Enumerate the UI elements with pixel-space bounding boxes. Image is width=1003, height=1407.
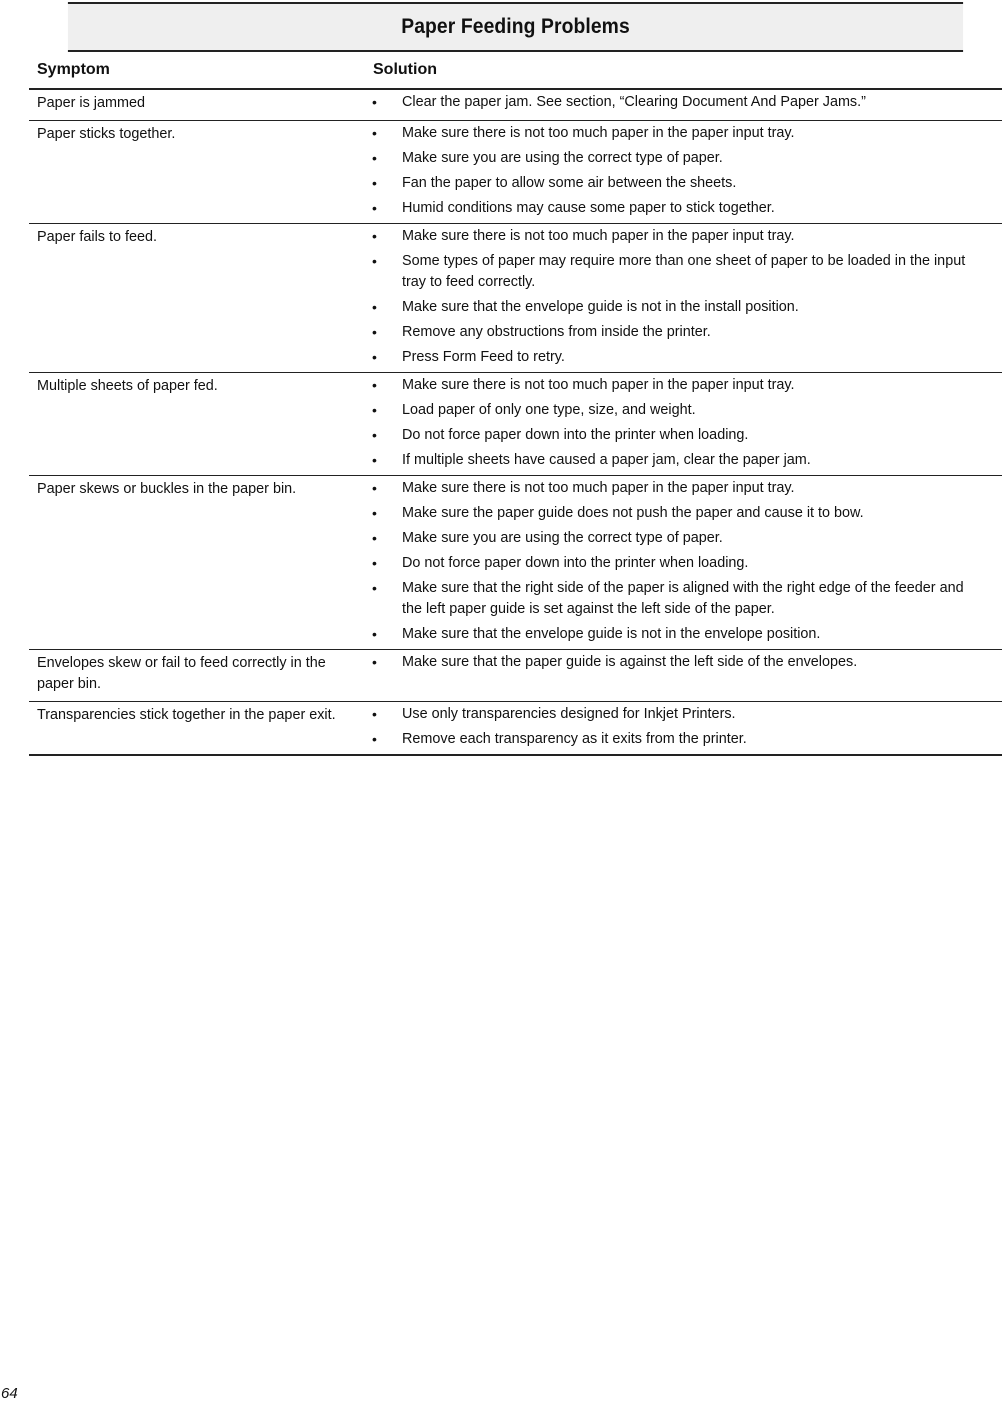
solution-list xyxy=(366,478,978,645)
symptom-cell: Envelopes skew or fail to feed correctly in the paper bin. xyxy=(37,655,326,692)
bullet-icon: • xyxy=(372,706,377,722)
symptom-cell: Paper fails to feed. xyxy=(37,229,157,245)
bullet-icon: • xyxy=(372,200,377,216)
bullet-icon: • xyxy=(372,654,377,670)
solution-item xyxy=(366,450,978,471)
bullet-icon: • xyxy=(372,505,377,521)
solution-cell xyxy=(366,702,1002,754)
bullet-icon: • xyxy=(372,480,377,496)
solution-item xyxy=(366,251,978,293)
solution-text: Make sure there is not too much paper in the paper input tray. xyxy=(402,228,795,244)
solution-item xyxy=(366,198,978,219)
symptom-cell: Multiple sheets of paper fed. xyxy=(37,378,218,394)
solution-item xyxy=(366,148,978,169)
bullet-icon: • xyxy=(372,349,377,365)
solution-text: Make sure that the paper guide is against the left side of the envelopes. xyxy=(402,654,858,670)
solution-text: Press Form Feed to retry. xyxy=(402,349,565,365)
solution-text: Make sure that the envelope guide is not in the install position. xyxy=(402,299,799,315)
bullet-icon: • xyxy=(372,555,377,571)
table-row xyxy=(29,476,1002,650)
solution-item xyxy=(366,347,978,368)
table-header-row xyxy=(29,52,1002,90)
solution-text: Make sure the paper guide does not push the paper and cause it to bow. xyxy=(402,505,864,521)
table-row xyxy=(29,650,1002,702)
table-row xyxy=(29,373,1002,476)
solution-text: Remove any obstructions from inside the printer. xyxy=(402,324,711,340)
solution-item xyxy=(366,503,978,524)
bullet-icon: • xyxy=(372,530,377,546)
solution-item xyxy=(366,528,978,549)
solution-list xyxy=(366,375,978,471)
solution-item xyxy=(366,578,978,620)
solution-list xyxy=(366,704,978,750)
solution-text: Make sure that the right side of the paper is aligned with the right edge of the feeder and the left paper guide is set against the left side of the paper. xyxy=(402,580,964,617)
solution-text: Make sure there is not too much paper in the paper input tray. xyxy=(402,377,795,393)
bullet-icon: • xyxy=(372,150,377,166)
symptom-cell: Paper sticks together. xyxy=(37,126,176,142)
solution-item xyxy=(366,375,978,396)
solution-cell xyxy=(366,90,1002,120)
solution-cell xyxy=(366,373,1002,475)
table-body xyxy=(29,90,1002,756)
table-row xyxy=(29,702,1002,756)
solution-list xyxy=(366,226,978,368)
solution-item xyxy=(366,729,978,750)
bullet-icon: • xyxy=(372,324,377,340)
solution-text: Do not force paper down into the printer when loading. xyxy=(402,427,749,443)
solution-cell xyxy=(366,650,1002,701)
solution-item xyxy=(366,400,978,421)
solution-item xyxy=(366,226,978,247)
bullet-icon: • xyxy=(372,580,377,596)
bullet-icon: • xyxy=(372,427,377,443)
solution-text: If multiple sheets have caused a paper jam, clear the paper jam. xyxy=(402,452,811,468)
table-row xyxy=(29,121,1002,224)
table-row xyxy=(29,224,1002,373)
bullet-icon: • xyxy=(372,377,377,393)
bullet-icon: • xyxy=(372,402,377,418)
solution-text: Clear the paper jam. See section, “Clearing Document And Paper Jams.” xyxy=(402,94,866,110)
symptom-cell: Transparencies stick together in the paper exit. xyxy=(37,707,336,723)
solution-item xyxy=(366,652,978,673)
solution-item xyxy=(366,322,978,343)
solution-text: Make sure that the envelope guide is not in the envelope position. xyxy=(402,626,821,642)
solution-item xyxy=(366,425,978,446)
solution-text: Some types of paper may require more than one sheet of paper to be loaded in the input tray to feed correctly. xyxy=(402,253,966,290)
solution-item xyxy=(366,704,978,725)
solution-list xyxy=(366,123,978,219)
bullet-icon: • xyxy=(372,125,377,141)
page-number: 64 xyxy=(1,1385,18,1402)
bullet-icon: • xyxy=(372,228,377,244)
solution-text: Make sure there is not too much paper in the paper input tray. xyxy=(402,480,795,496)
solution-text: Use only transparencies designed for Inkjet Printers. xyxy=(402,706,736,722)
solution-list xyxy=(366,652,978,673)
solution-text: Make sure you are using the correct type of paper. xyxy=(402,530,723,546)
solution-column-header: Solution xyxy=(373,61,437,78)
troubleshooting-table xyxy=(29,2,1002,756)
solution-list xyxy=(366,92,978,113)
solution-cell xyxy=(366,476,1002,649)
bullet-icon: • xyxy=(372,253,377,269)
solution-cell xyxy=(366,224,1002,372)
table-title: Paper Feeding Problems xyxy=(401,15,630,38)
solution-item xyxy=(366,123,978,144)
solution-text: Make sure there is not too much paper in the paper input tray. xyxy=(402,125,795,141)
solution-item xyxy=(366,624,978,645)
solution-item xyxy=(366,478,978,499)
bullet-icon: • xyxy=(372,94,377,110)
symptom-cell: Paper skews or buckles in the paper bin. xyxy=(37,481,297,497)
solution-item xyxy=(366,173,978,194)
table-title-bar xyxy=(68,2,963,52)
solution-cell xyxy=(366,121,1002,223)
symptom-cell: Paper is jammed xyxy=(37,95,145,111)
solution-item xyxy=(366,92,978,113)
solution-text: Humid conditions may cause some paper to stick together. xyxy=(402,200,775,216)
solution-item xyxy=(366,553,978,574)
bullet-icon: • xyxy=(372,731,377,747)
bullet-icon: • xyxy=(372,175,377,191)
solution-text: Load paper of only one type, size, and weight. xyxy=(402,402,696,418)
bullet-icon: • xyxy=(372,626,377,642)
solution-text: Fan the paper to allow some air between the sheets. xyxy=(402,175,737,191)
bullet-icon: • xyxy=(372,452,377,468)
table-row xyxy=(29,90,1002,121)
solution-text: Remove each transparency as it exits from the printer. xyxy=(402,731,747,747)
symptom-column-header: Symptom xyxy=(37,61,110,78)
solution-text: Do not force paper down into the printer when loading. xyxy=(402,555,749,571)
solution-item xyxy=(366,297,978,318)
bullet-icon: • xyxy=(372,299,377,315)
solution-text: Make sure you are using the correct type of paper. xyxy=(402,150,723,166)
